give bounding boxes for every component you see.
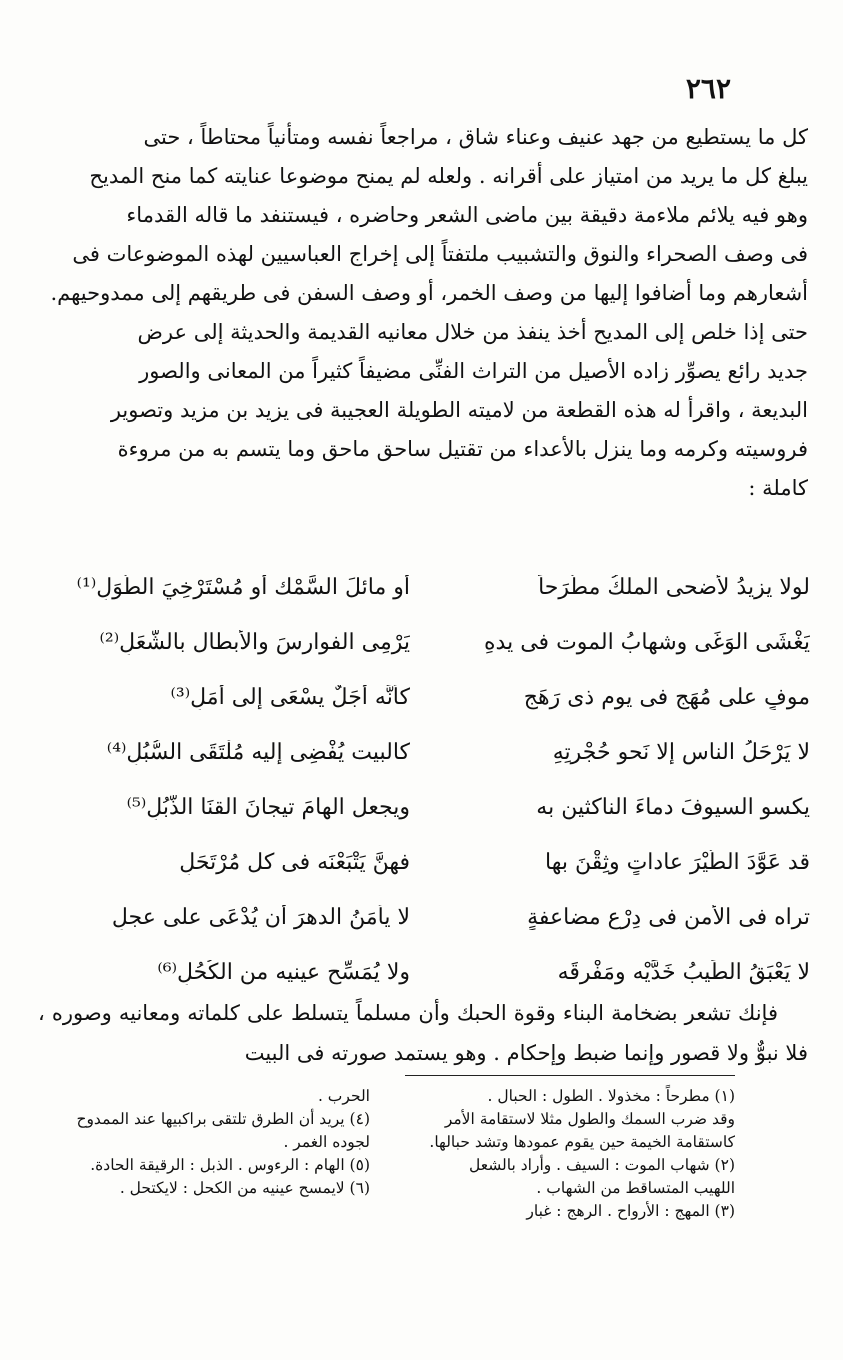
verse-first-hemistich: موفٍ على مُهَجٍ فى يوم ذى رَهَجٍ [523,685,810,710]
closing-paragraph: فإنك تشعر بضخامة البناء وقوة الحبك وأن مسلماً يتسلط على كلماته ومعانيه وصوره ، فلا نبوٌّ ولا قصور وإنما ضبط وإحكام . وهو يستمد صورته فى البيت [38,1001,808,1065]
footnote-line: (٤) يريد أن الطرق تلتقى براكبيها عند الممدوح [76,1110,370,1128]
verse [40,560,810,615]
poem [40,560,810,1000]
verse [40,890,810,945]
footnote-line: (٥) الهام : الرءوس . الذبل : الرقيقة الحادة. [90,1156,370,1174]
footnote-line: كاستقامة الخيمة حين يقوم عمودها وتشد حبالها. [429,1133,735,1151]
verse-first-hemistich: لولا يزيدُ لأضحى الملكُ مطَّرَحاً [538,575,810,600]
footnote-line: الحرب . [317,1087,370,1105]
footnote-line: اللهيب المتساقط من الشهاب . [536,1179,735,1197]
verse-second-hemistich: أو مائلَ السَّمْك أو مُسْتَرْخِيَ الطُّوَلِ⁽¹⁾ [76,575,410,600]
verse-second-hemistich: كأنَّه أجَلٌ يسْعَى إلى أمَلِ⁽³⁾ [170,685,410,710]
verse-first-hemistich: يكسو السيوفَ دماءَ الناكثين به [536,795,810,820]
text-line: البديعة ، واقرأ له هذه القطعة من لاميته الطويلة العجيبة فى يزيد بن مزيد وتصوير [110,398,808,422]
verse-first-hemistich: لا يَرْحَلُ الناس إلا نَحو حُجْرتِهِ [552,740,810,765]
verse-second-hemistich: يَرْمِى الفوارسَ والأبطال بالشُّعَلِ⁽²⁾ [99,630,410,655]
verse-first-hemistich: قد عَوَّدَ الطَّيْرَ عاداتٍ وثِقْنَ بها [545,850,810,875]
verse [40,780,810,835]
verse-first-hemistich: يَغْشَى الوَغَى وشهابُ الموت فى يدهِ [484,630,810,655]
footnote-line: وقد ضرب السمك والطول مثلا لاستقامة الأمر [444,1110,735,1128]
verse-second-hemistich: كالبيت يُفْضِى إليه مُلْتَقَى السُّبُلِ⁽⁴⁾ [106,740,410,765]
body-paragraph [38,118,808,508]
footnote-line: (٦) لايمسح عينيه من الكحل : لايكتحل . [119,1179,370,1197]
page-number: ٢٦٢ [685,72,731,105]
footnote-line: لجوده الغمر . [283,1133,370,1151]
verse-second-hemistich: فهنَّ يَتْبَعْنَه فى كل مُرْتَحَلِ [179,850,410,875]
verse-second-hemistich: ويجعل الهامَ تيجانَ القنَا الذُّبُلِ⁽⁵⁾ [126,795,410,820]
text-line: كاملة : [748,476,808,500]
verse [40,615,810,670]
footnotes-left-column [60,1085,370,1200]
text-line: كل ما يستطيع من جهد عنيف وعناء شاق ، مراجعاً نفسه ومتأنياً محتاطاً ، حتى [143,125,808,149]
verse [40,835,810,890]
verse-second-hemistich: ولا يُمَسِّح عينيه من الكُحُلِ⁽⁶⁾ [157,960,410,985]
text-line: حتى إذا خلص إلى المديح أخذ ينفذ من خلال معانيه القديمة والحديثة إلى عرض [137,320,808,344]
footnote-line: (٣) المهج : الأرواح . الرهج : غبار [526,1202,735,1220]
footnote-divider [405,1075,735,1076]
verse-first-hemistich: لا يَعْبَقُ الطِّيبُ خَدَّيْه ومَفْرِقَه [557,960,810,985]
text-line: يبلغ كل ما يريد من امتياز على أقرانه . ولعله لم يمنح موضوعا عنايته كما منح المديح [89,164,808,188]
text-line: وهو فيه يلائم ملاءمة دقيقة بين ماضى الشعر وحاضره ، فيستنفد ما قاله القدماء [126,203,808,227]
verse [40,725,810,780]
footnote-line: (١) مطرحاً : مخذولا . الطول : الحبال . [487,1087,735,1105]
text-line: جديد رائع يصوِّر زاده الأصيل من التراث الفنِّى مضيفاً كثيراً من المعانى والصور [139,359,808,383]
text-line: فى وصف الصحراء والنوق والتشبيب ملتفتاً إلى إخراج العباسيين لهذه الموضوعات فى [72,242,808,266]
text-line: أشعارهم وما أضافوا إليها من وصف الخمر، أو وصف السفن فى طريقهم إلى ممدوحيهم. [50,281,808,305]
verse [40,670,810,725]
verse [40,945,810,1000]
text-line: فروسيته وكرمه وما ينزل بالأعداء من تقتيل ساحق ماحق وما يتسم به من مروءة [117,437,808,461]
verse-second-hemistich: لا يأمَنُ الدهرَ أن يُدْعَى على عجلِ [111,905,410,930]
verse-first-hemistich: تراه فى الأمن فى دِرْعٍ مضاعفةٍ [527,905,810,930]
footnote-line: (٢) شهاب الموت : السيف . وأراد بالشعل [469,1156,735,1174]
footnotes-right-column [405,1085,735,1223]
